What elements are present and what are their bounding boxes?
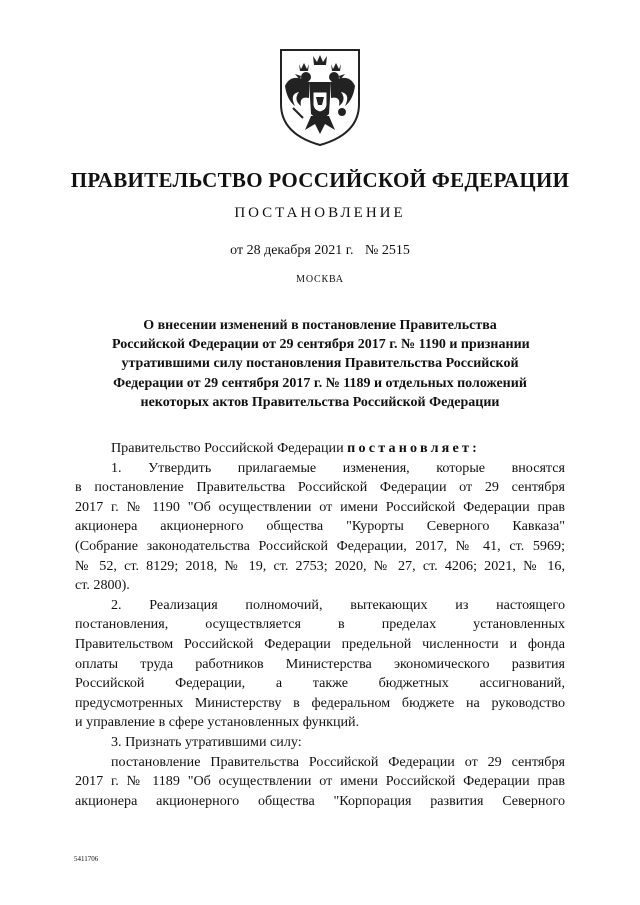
body-line: 2017 г. № 1189 "Об осуществлении от имени Российской Федерации прав [75,773,565,790]
body-line: постановления, осуществляется в пределах установленных [75,616,565,633]
body-line: № 52, ст. 8129; 2018, № 19, ст. 2753; 2020, № 27, ст. 4206; 2021, № 16, [75,557,565,574]
government-title: ПРАВИТЕЛЬСТВО РОССИЙСКОЙ ФЕДЕРАЦИИ [70,168,570,192]
body-line: ст. 2800). [75,577,130,594]
intro-text: Правительство Российской Федерации [111,440,344,456]
body-line: в постановление Правительства Российской Федерации от 29 сентября [75,479,565,496]
body-line: Российской Федерации, а также бюджетных ассигнований, [75,675,565,692]
date-number-line [0,243,640,259]
body-line: 2. Реализация полномочий, вытекающих из настоящего [111,596,565,613]
subject-line: Российской Федерации от 29 сентября 2017 г. № 1190 и признании [112,337,530,353]
document-number: № 2515 [364,243,410,258]
coat-of-arms-emblem [269,42,371,148]
body-line: постановление Правительства Российской Федерации от 29 сентября [111,753,565,770]
body-line: (Собрание законодательства Российской Федерации, 2017, № 41, ст. 5969; [75,537,565,554]
decree-keyword: постановляет: [347,440,480,456]
subject-line: Федерации от 29 сентября 2017 г. № 1189 и отдельных положений [113,375,527,391]
document-subject [112,316,528,412]
subject-line: некоторых актов Правительства Российской Федерации [140,394,500,410]
body-line: предусмотренных Министерству в федеральном бюджете на руководство [75,694,565,711]
intro-paragraph [75,439,565,459]
body-line: 2017 г. № 1190 "Об осуществлении от имени Российской Федерации прав [75,498,565,515]
body-line: 3. Признать утратившими силу: [111,733,302,750]
body-line: акционера акционерного общества "Курорты Северного Кавказа" [75,518,565,535]
footer-document-code: 5411706 [74,855,99,863]
body-line: 1. Утвердить прилагаемые изменения, которые вносятся [111,459,565,476]
document-body [75,439,565,811]
document-type: ПОСТАНОВЛЕНИЕ [234,205,406,221]
body-line: Правительством Российской Федерации предельной численности и фонда [75,635,565,652]
body-line: и управление в сфере установленных функций. [75,714,360,731]
body-line: оплаты труда работников Министерства экономического развития [75,655,565,672]
city-name: МОСКВА [296,274,344,285]
subject-line: О внесении изменений в постановление Правительства [143,318,497,333]
document-date: от 28 декабря 2021 г. [230,243,354,258]
subject-line: утратившими силу постановления Правительства Российской [121,356,519,372]
body-line: акционера акционерного общества "Корпорация развития Северного [75,792,565,809]
